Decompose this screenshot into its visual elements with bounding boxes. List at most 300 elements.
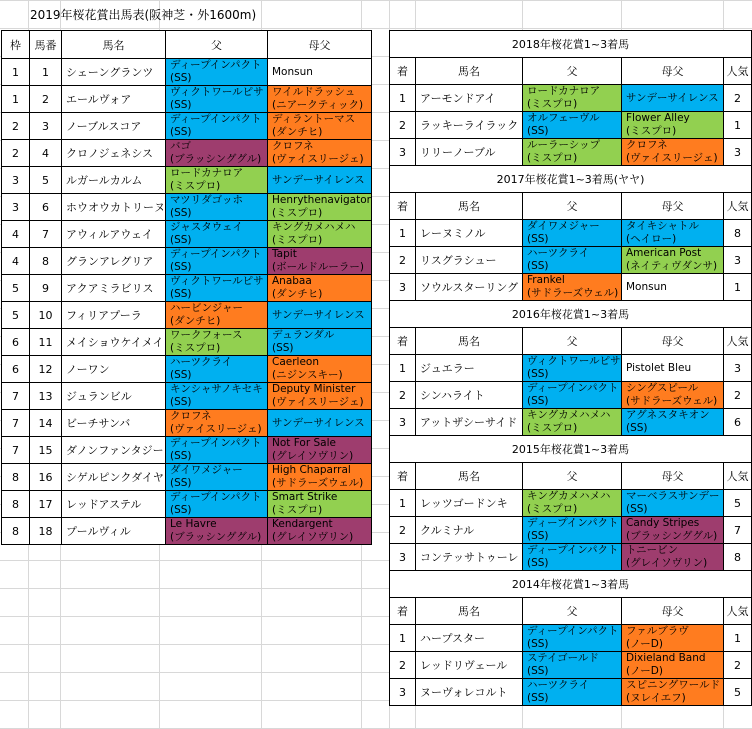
result-bms-line2: (ネイティヴダンサ) <box>626 260 718 272</box>
entry-bms <box>268 86 372 113</box>
past-result-row <box>390 490 752 517</box>
result-sire-line2: (SS) <box>527 395 549 407</box>
entry-bms-line1: Henrythenavigator <box>272 194 371 206</box>
result-popularity: 5 <box>724 490 752 517</box>
header-waku: 枠 <box>2 31 30 59</box>
header-rank: 着 <box>390 328 416 355</box>
result-sire-line1: ロードカナロア <box>527 85 601 97</box>
result-bms-line1: Flower Alley <box>626 112 690 124</box>
entry-sire <box>166 383 268 410</box>
entry-waku: 6 <box>2 329 30 356</box>
result-popularity: 2 <box>724 382 752 409</box>
entry-sire-line2: (SS) <box>170 261 192 273</box>
entry-row <box>2 329 372 356</box>
entry-sire-line2: (SS) <box>170 450 192 462</box>
result-bms <box>622 490 724 517</box>
entry-row <box>2 464 372 491</box>
entry-row <box>2 86 372 113</box>
result-rank: 3 <box>390 409 416 436</box>
past-result-row <box>390 679 752 706</box>
entry-umaban: 5 <box>30 167 62 194</box>
entry-bms-line2: (ミスプロ) <box>272 207 323 219</box>
result-sire-line2: (SS) <box>527 368 549 380</box>
result-bms <box>622 220 724 247</box>
result-bms-line2: (ヘイロー) <box>626 233 677 245</box>
result-sire <box>523 247 622 274</box>
result-rank: 3 <box>390 679 416 706</box>
entry-row <box>2 437 372 464</box>
entry-bms <box>268 140 372 167</box>
entry-umaban: 13 <box>30 383 62 410</box>
header-popularity: 人気 <box>724 463 752 490</box>
result-popularity: 2 <box>724 85 752 112</box>
header-popularity: 人気 <box>724 58 752 85</box>
result-popularity: 7 <box>724 517 752 544</box>
entry-bms <box>268 518 372 545</box>
past-results-table <box>389 30 752 706</box>
result-bms-line2: (ノーD) <box>626 665 663 677</box>
header-bms: 母父 <box>622 58 724 85</box>
entry-umaban: 9 <box>30 275 62 302</box>
entry-waku: 1 <box>2 86 30 113</box>
entry-sire-line2: (SS) <box>170 126 192 138</box>
entry-bms-line1: Tapit <box>272 248 297 260</box>
header-sire: 父 <box>523 328 622 355</box>
header-popularity: 人気 <box>724 598 752 625</box>
result-horse-name: リスグラシュー <box>416 247 523 274</box>
past-result-row <box>390 409 752 436</box>
entry-horse-name: ジュランビル <box>62 383 166 410</box>
result-sire-line2: (サドラーズウェル) <box>527 287 619 299</box>
past-result-row <box>390 517 752 544</box>
entry-sire-line2: (ブラッシンググル) <box>170 531 262 543</box>
result-bms <box>622 679 724 706</box>
result-rank: 3 <box>390 274 416 301</box>
result-bms <box>622 274 724 301</box>
entry-sire-line2: (SS) <box>170 477 192 489</box>
result-sire-line1: ヴィクトワールピサ <box>527 355 621 367</box>
header-sire: 父 <box>523 598 622 625</box>
result-horse-name: レッドリヴェール <box>416 652 523 679</box>
entry-bms-line1: High Chaparral <box>272 464 351 476</box>
entry-umaban: 12 <box>30 356 62 383</box>
entry-bms <box>268 410 372 437</box>
entry-sire-line1: キンシャサノキセキ <box>170 383 263 395</box>
entry-sire <box>166 518 268 545</box>
entry-bms-line1: サンデーサイレンス <box>272 417 365 429</box>
entry-row <box>2 167 372 194</box>
past-result-row <box>390 220 752 247</box>
entry-umaban: 17 <box>30 491 62 518</box>
past-result-row <box>390 85 752 112</box>
result-horse-name: レーヌミノル <box>416 220 523 247</box>
result-bms-line2: (グレイソヴリン) <box>626 557 708 569</box>
entry-bms <box>268 113 372 140</box>
entry-sire <box>166 248 268 275</box>
entry-row <box>2 410 372 437</box>
entry-bms <box>268 464 372 491</box>
entry-horse-name: ノーブルスコア <box>62 113 166 140</box>
entry-bms <box>268 167 372 194</box>
result-bms-line2: (SS) <box>626 503 648 515</box>
result-horse-name: ラッキーライラック <box>416 112 523 139</box>
result-sire <box>523 220 622 247</box>
result-rank: 2 <box>390 112 416 139</box>
result-bms-line1: トニービン <box>626 544 679 556</box>
result-sire <box>523 85 622 112</box>
result-bms-line2: (ヌレイエフ) <box>626 692 686 704</box>
header-umaban: 馬番 <box>30 31 62 59</box>
past-result-row <box>390 382 752 409</box>
entry-waku: 4 <box>2 248 30 275</box>
header-popularity: 人気 <box>724 193 752 220</box>
header-name: 馬名 <box>62 31 166 59</box>
result-sire-line1: Frankel <box>527 274 565 286</box>
entry-waku: 7 <box>2 383 30 410</box>
entry-bms-line2: (ニアークティック) <box>272 99 364 111</box>
result-bms-line2: (SS) <box>626 422 648 434</box>
result-bms-line1: マーベラスサンデー <box>626 490 720 502</box>
entry-bms-line1: デュランダル <box>272 329 335 341</box>
result-bms-line1: Monsun <box>626 281 667 293</box>
entry-sire-line2: (SS) <box>170 207 192 219</box>
entry-bms-line1: Kendargent <box>272 518 333 530</box>
entry-sire-line1: ジャスタウェイ <box>170 221 243 233</box>
header-rank: 着 <box>390 463 416 490</box>
entry-row <box>2 518 372 545</box>
result-bms-line2: (ブラッシンググル) <box>626 530 718 542</box>
result-popularity: 5 <box>724 679 752 706</box>
entry-umaban: 16 <box>30 464 62 491</box>
result-horse-name: ジュエラー <box>416 355 523 382</box>
entry-sire-line1: ディープインパクト <box>170 491 262 503</box>
header-rank: 着 <box>390 193 416 220</box>
entry-bms <box>268 302 372 329</box>
result-horse-name: ハープスター <box>416 625 523 652</box>
past-section-title: 2016年桜花賞1~3着馬 <box>390 301 752 328</box>
entry-sire-line1: マツリダゴッホ <box>170 194 243 206</box>
result-sire-line2: (SS) <box>527 665 549 677</box>
result-sire <box>523 544 622 571</box>
past-result-row <box>390 625 752 652</box>
result-sire-line1: ハーツクライ <box>527 679 590 691</box>
entry-bms-line2: (ヴァイスリージェ) <box>272 153 364 165</box>
entries-table <box>1 30 372 545</box>
entry-waku: 4 <box>2 221 30 248</box>
entry-bms <box>268 59 372 86</box>
entry-bms-line1: Deputy Minister <box>272 383 356 395</box>
past-section-title: 2017年桜花賞1~3着馬(ヤヤ) <box>390 166 752 193</box>
entry-waku: 6 <box>2 356 30 383</box>
entry-waku: 1 <box>2 59 30 86</box>
header-sire: 父 <box>166 31 268 59</box>
result-sire-line2: (ミスプロ) <box>527 422 578 434</box>
entry-umaban: 15 <box>30 437 62 464</box>
entry-waku: 7 <box>2 437 30 464</box>
result-bms <box>622 85 724 112</box>
entry-horse-name: ルガールカルム <box>62 167 166 194</box>
result-popularity: 3 <box>724 139 752 166</box>
entry-row <box>2 383 372 410</box>
entry-sire-line1: ディープインパクト <box>170 113 262 125</box>
entry-horse-name: シゲルピンクダイヤ <box>62 464 166 491</box>
result-bms-line1: シングスピール <box>626 382 699 394</box>
entry-umaban: 11 <box>30 329 62 356</box>
entry-bms <box>268 329 372 356</box>
result-horse-name: シンハライト <box>416 382 523 409</box>
entry-sire-line2: (SS) <box>170 99 192 111</box>
entry-sire-line2: (ミスプロ) <box>170 342 221 354</box>
entry-umaban: 18 <box>30 518 62 545</box>
header-name: 馬名 <box>416 328 523 355</box>
entry-bms-line2: (ヴァイスリージェ) <box>272 396 364 408</box>
result-sire-line1: ルーラーシップ <box>527 139 601 151</box>
result-horse-name: クルミナル <box>416 517 523 544</box>
entry-sire <box>166 356 268 383</box>
result-sire <box>523 409 622 436</box>
header-bms: 母父 <box>622 463 724 490</box>
entry-bms-line2: (ダンチヒ) <box>272 126 323 138</box>
entry-waku: 7 <box>2 410 30 437</box>
result-rank: 1 <box>390 85 416 112</box>
entry-sire-line2: (ダンチヒ) <box>170 315 221 327</box>
entry-sire-line1: クロフネ <box>170 410 212 422</box>
entry-waku: 2 <box>2 113 30 140</box>
entry-umaban: 4 <box>30 140 62 167</box>
header-bms: 母父 <box>622 193 724 220</box>
entry-sire <box>166 167 268 194</box>
entry-waku: 8 <box>2 518 30 545</box>
result-bms <box>622 355 724 382</box>
sheet-title: 2019年桜花賞出馬表(阪神芝・外1600m) <box>30 8 257 22</box>
entry-sire <box>166 302 268 329</box>
result-sire <box>523 274 622 301</box>
result-bms-line1: クロフネ <box>626 139 668 151</box>
result-bms-line1: American Post <box>626 247 702 259</box>
entry-umaban: 7 <box>30 221 62 248</box>
entry-sire <box>166 329 268 356</box>
entry-horse-name: エールヴォア <box>62 86 166 113</box>
entry-row <box>2 356 372 383</box>
entry-umaban: 2 <box>30 86 62 113</box>
result-sire-line2: (SS) <box>527 692 549 704</box>
entry-sire-line1: ロードカナロア <box>170 167 244 179</box>
result-sire <box>523 625 622 652</box>
result-sire <box>523 139 622 166</box>
past-section-title: 2014年桜花賞1~3着馬 <box>390 571 752 598</box>
result-bms <box>622 517 724 544</box>
result-bms-line1: タイキシャトル <box>626 220 699 232</box>
entry-horse-name: ビーチサンバ <box>62 410 166 437</box>
entry-bms-line1: Anabaa <box>272 275 312 287</box>
entry-horse-name: アクアミラビリス <box>62 275 166 302</box>
result-sire <box>523 490 622 517</box>
entry-row <box>2 491 372 518</box>
entry-horse-name: フィリアプーラ <box>62 302 166 329</box>
entry-horse-name: レッドアステル <box>62 491 166 518</box>
entry-umaban: 14 <box>30 410 62 437</box>
entry-sire-line2: (SS) <box>170 504 192 516</box>
entry-row <box>2 302 372 329</box>
header-bms: 母父 <box>268 31 372 59</box>
result-popularity: 8 <box>724 220 752 247</box>
result-rank: 1 <box>390 355 416 382</box>
past-header-row <box>390 463 752 490</box>
entry-sire <box>166 275 268 302</box>
entry-horse-name: アウィルアウェイ <box>62 221 166 248</box>
entry-sire-line1: ディープインパクト <box>170 437 262 449</box>
entry-sire <box>166 464 268 491</box>
result-sire-line2: (ミスプロ) <box>527 98 578 110</box>
past-result-row <box>390 247 752 274</box>
result-sire-line2: (SS) <box>527 638 549 650</box>
result-sire-line1: ディープインパクト <box>527 625 619 637</box>
entry-bms-line2: (SS) <box>272 342 294 354</box>
entry-bms-line1: ワイルドラッシュ <box>272 86 356 98</box>
entry-sire-line2: (ミスプロ) <box>170 180 221 192</box>
entry-horse-name: ノーワン <box>62 356 166 383</box>
result-sire <box>523 355 622 382</box>
result-sire-line2: (ミスプロ) <box>527 152 578 164</box>
result-sire-line1: キングカメハメハ <box>527 409 611 421</box>
result-rank: 2 <box>390 247 416 274</box>
entry-bms-line2: (サドラーズウェル) <box>272 477 364 489</box>
entry-horse-name: グランアレグリア <box>62 248 166 275</box>
header-sire: 父 <box>523 58 622 85</box>
result-bms-line1: サンデーサイレンス <box>626 92 719 104</box>
past-section-title: 2015年桜花賞1~3着馬 <box>390 436 752 463</box>
result-sire <box>523 679 622 706</box>
entry-row <box>2 275 372 302</box>
result-bms-line1: Dixieland Band <box>626 652 706 664</box>
entry-umaban: 1 <box>30 59 62 86</box>
header-bms: 母父 <box>622 598 724 625</box>
header-name: 馬名 <box>416 193 523 220</box>
entry-bms-line1: Monsun <box>272 66 313 78</box>
result-sire <box>523 517 622 544</box>
entry-sire-line2: (SS) <box>170 396 192 408</box>
result-bms-line1: Candy Stripes <box>626 517 700 529</box>
result-sire-line1: ステイゴールド <box>527 652 599 664</box>
past-section-title-row <box>390 436 752 463</box>
entry-bms-line2: (ミスプロ) <box>272 234 323 246</box>
entry-bms-line2: (ミスプロ) <box>272 504 323 516</box>
entry-row <box>2 248 372 275</box>
result-horse-name: リリーノーブル <box>416 139 523 166</box>
entry-bms-line1: Smart Strike <box>272 491 338 503</box>
entry-row <box>2 140 372 167</box>
entry-row <box>2 59 372 86</box>
entry-horse-name: メイショウケイメイ <box>62 329 166 356</box>
past-section-title-row <box>390 166 752 193</box>
entry-row <box>2 113 372 140</box>
result-popularity: 3 <box>724 355 752 382</box>
result-popularity: 2 <box>724 652 752 679</box>
entry-sire-line1: Le Havre <box>170 518 217 530</box>
result-rank: 1 <box>390 220 416 247</box>
result-bms <box>622 625 724 652</box>
header-rank: 着 <box>390 58 416 85</box>
result-rank: 1 <box>390 490 416 517</box>
result-horse-name: アーモンドアイ <box>416 85 523 112</box>
result-horse-name: アットザシーサイド <box>416 409 523 436</box>
entry-bms <box>268 194 372 221</box>
result-popularity: 8 <box>724 544 752 571</box>
result-sire-line2: (SS) <box>527 530 549 542</box>
entry-waku: 2 <box>2 140 30 167</box>
past-section-title-row <box>390 571 752 598</box>
entry-sire-line1: ヴィクトワールピサ <box>170 86 264 98</box>
entry-umaban: 6 <box>30 194 62 221</box>
header-bms: 母父 <box>622 328 724 355</box>
result-bms <box>622 409 724 436</box>
entry-horse-name: シェーングランツ <box>62 59 166 86</box>
result-rank: 3 <box>390 544 416 571</box>
result-sire-line1: オルフェーヴル <box>527 112 600 124</box>
past-header-row <box>390 58 752 85</box>
entry-bms-line1: Not For Sale <box>272 437 336 449</box>
entry-bms <box>268 383 372 410</box>
result-rank: 2 <box>390 517 416 544</box>
result-sire-line2: (SS) <box>527 260 549 272</box>
result-sire-line1: ディープインパクト <box>527 517 619 529</box>
entry-horse-name: ダノンファンタジー <box>62 437 166 464</box>
past-result-row <box>390 355 752 382</box>
entry-sire-line1: ディープインパクト <box>170 59 262 71</box>
entry-bms-line2: (ダンチヒ) <box>272 288 323 300</box>
result-bms <box>622 112 724 139</box>
entry-umaban: 8 <box>30 248 62 275</box>
entry-waku: 3 <box>2 194 30 221</box>
entry-waku: 8 <box>2 491 30 518</box>
header-name: 馬名 <box>416 598 523 625</box>
entry-sire <box>166 140 268 167</box>
entry-sire <box>166 86 268 113</box>
result-popularity: 6 <box>724 409 752 436</box>
entry-sire <box>166 113 268 140</box>
entry-sire <box>166 491 268 518</box>
entry-bms-line1: キングカメハメハ <box>272 221 356 233</box>
entry-bms <box>268 221 372 248</box>
result-horse-name: レッツゴードンキ <box>416 490 523 517</box>
result-sire-line2: (SS) <box>527 557 549 569</box>
past-result-row <box>390 652 752 679</box>
entry-bms-line2: (ニジンスキー) <box>272 369 343 381</box>
result-rank: 2 <box>390 652 416 679</box>
entry-bms <box>268 356 372 383</box>
result-sire-line1: ダイワメジャー <box>527 220 600 232</box>
result-popularity: 1 <box>724 112 752 139</box>
entry-sire-line1: ディープインパクト <box>170 248 262 260</box>
past-header-row <box>390 598 752 625</box>
entries-header-row <box>2 31 372 59</box>
result-sire-line1: ディープインパクト <box>527 544 619 556</box>
header-popularity: 人気 <box>724 328 752 355</box>
entry-bms <box>268 491 372 518</box>
result-sire-line2: (ミスプロ) <box>527 503 578 515</box>
entry-sire <box>166 410 268 437</box>
entry-waku: 3 <box>2 167 30 194</box>
entry-sire-line2: (SS) <box>170 72 192 84</box>
result-rank: 1 <box>390 625 416 652</box>
result-sire-line2: (SS) <box>527 233 549 245</box>
result-horse-name: コンテッサトゥーレ <box>416 544 523 571</box>
result-rank: 2 <box>390 382 416 409</box>
past-result-row <box>390 139 752 166</box>
header-sire: 父 <box>523 193 622 220</box>
header-sire: 父 <box>523 463 622 490</box>
entry-sire-line1: ヴィクトワールピサ <box>170 275 264 287</box>
